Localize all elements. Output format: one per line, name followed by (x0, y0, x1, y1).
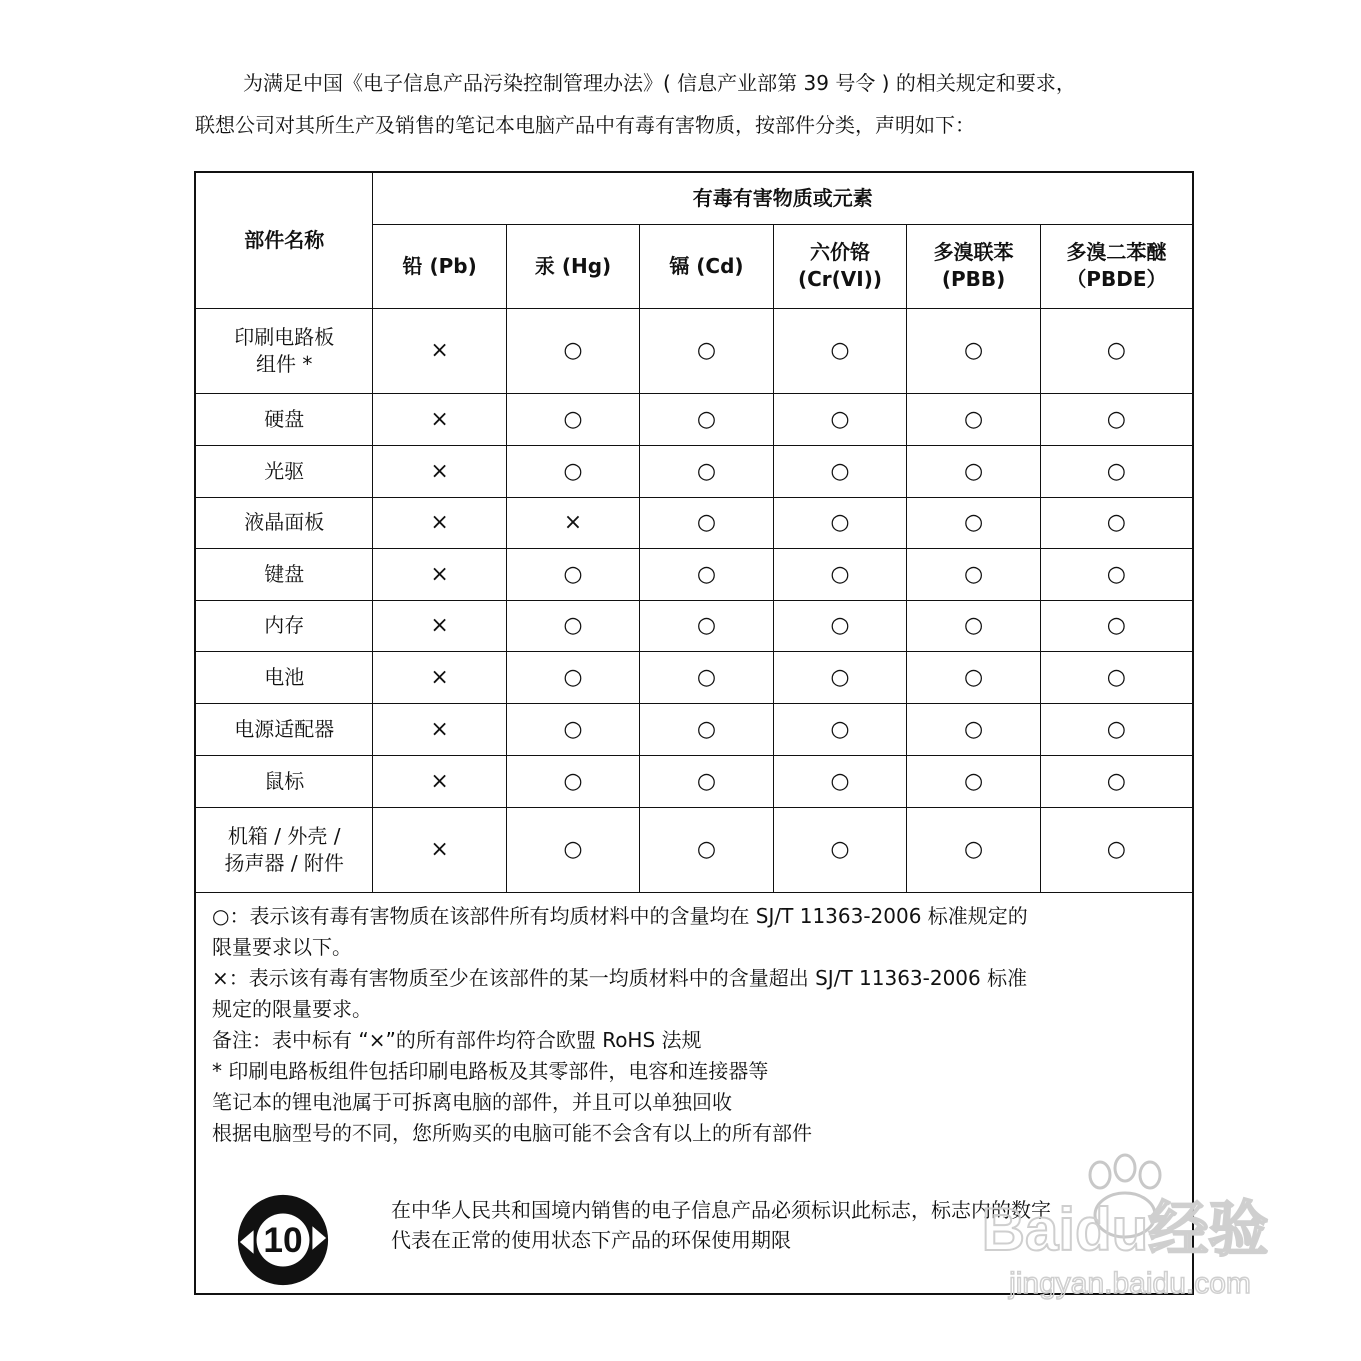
substance-status-cell: ○ (640, 755, 773, 807)
column-header-line-1: 铅 (Pb) (402, 253, 477, 278)
substance-status-cell: ○ (907, 445, 1041, 497)
substance-status-cell: × (373, 497, 506, 548)
part-name-line-1: 鼠标 (264, 768, 305, 793)
part-name-cell (196, 807, 373, 892)
substance-status-cell: ○ (640, 807, 773, 892)
substance-status-cell: × (506, 497, 639, 548)
substance-status-cell: ○ (773, 703, 907, 755)
column-header-line-1: 多溴联苯 (933, 240, 1014, 264)
substance-status-cell: ○ (773, 308, 907, 393)
column-header-line-2: (PBB) (941, 267, 1006, 291)
note-line: 限量要求以下。 (212, 935, 352, 959)
substance-status-cell: ○ (640, 703, 773, 755)
substance-status-cell: ○ (907, 497, 1041, 548)
part-name-line-1: 液晶面板 (244, 510, 325, 534)
column-header-line-1: 镉 (Cd) (669, 253, 744, 278)
part-name-cell (196, 393, 373, 445)
substance-status-cell: ○ (1040, 308, 1192, 393)
note-line: * 印刷电路板组件包括印刷电路板及其零部件，电容和连接器等 (212, 1059, 769, 1083)
substance-column-header (1040, 224, 1192, 308)
substance-status-cell: ○ (907, 393, 1041, 445)
substance-status-cell: ○ (773, 755, 907, 807)
substance-status-cell: ○ (506, 393, 639, 445)
substance-status-cell: ○ (773, 600, 907, 651)
part-name-line-1: 内存 (264, 613, 305, 637)
table-row (196, 393, 1192, 445)
part-name-line-1: 硬盘 (264, 406, 305, 431)
intro-line-1: 为满足中国《电子信息产品污染控制管理办法》( 信息产业部第 39 号令 ) 的相关规定和要求， (243, 71, 1076, 95)
logo-description-line-1: 在中华人民共和国境内销售的电子信息产品必须标识此标志，标志内的数字 (391, 1198, 1051, 1222)
substance-status-cell: ○ (1040, 755, 1192, 807)
substance-status-cell: ○ (640, 548, 773, 600)
substance-status-cell: ○ (640, 308, 773, 393)
substance-status-cell: ○ (1040, 651, 1192, 703)
part-name-cell (196, 703, 373, 755)
substance-status-cell: ○ (773, 807, 907, 892)
note-line: ○：表示该有毒有害物质在该部件所有均质材料中的含量均在 SJ/T 11363-2006 标准规定的 (212, 904, 1028, 928)
watermark-brand: Baidu经验 (981, 1196, 1269, 1263)
part-name-cell (196, 755, 373, 807)
substance-status-cell: × (373, 651, 506, 703)
part-name-line-2: 扬声器 / 附件 (224, 850, 344, 875)
substance-status-cell: ○ (773, 445, 907, 497)
substance-status-cell: × (373, 755, 506, 807)
part-name-line-1: 机箱 / 外壳 / (227, 823, 341, 848)
table-row (196, 807, 1192, 892)
part-name-line-1: 电池 (264, 664, 305, 689)
substance-status-cell: ○ (640, 600, 773, 651)
table-row (196, 497, 1192, 548)
part-name-cell (196, 600, 373, 651)
part-name-cell (196, 445, 373, 497)
logo-description (391, 1195, 1181, 1255)
table-row (196, 600, 1192, 651)
part-name-line-1: 光驱 (264, 458, 305, 483)
watermark-url: jingyan.baidu.com (1009, 1267, 1251, 1300)
substance-status-cell: ○ (1040, 497, 1192, 548)
note-line: 备注：表中标有 “×”的所有部件均符合欧盟 RoHS 法规 (212, 1028, 702, 1052)
substance-column-header (506, 224, 639, 308)
substance-status-cell: × (373, 308, 506, 393)
column-header-line-2: （PBDE） (1066, 267, 1167, 291)
substance-status-cell: ○ (640, 445, 773, 497)
environmental-protection-period-logo (234, 1191, 332, 1289)
substance-status-cell: ○ (1040, 807, 1192, 892)
table-row (196, 651, 1192, 703)
substance-status-cell: ○ (506, 703, 639, 755)
substance-status-cell: ○ (506, 651, 639, 703)
substance-status-cell: × (373, 703, 506, 755)
substance-status-cell: ○ (907, 755, 1041, 807)
substance-status-cell: ○ (640, 651, 773, 703)
substance-status-cell: ○ (907, 703, 1041, 755)
table-row (196, 548, 1192, 600)
part-name-cell (196, 548, 373, 600)
part-name-cell (196, 651, 373, 703)
substance-status-cell: ○ (773, 651, 907, 703)
intro (195, 62, 1205, 146)
declaration-frame (194, 171, 1194, 1295)
substance-column-header (373, 224, 506, 308)
substance-status-cell: × (373, 807, 506, 892)
column-header-line-1: 六价铬 (809, 240, 870, 264)
column-header-line-1: 汞 (Hg) (534, 253, 612, 278)
part-name-line-1: 键盘 (264, 561, 305, 586)
substance-status-cell: ○ (1040, 393, 1192, 445)
part-name-line-1: 电源适配器 (234, 716, 335, 741)
notes (212, 901, 1180, 1149)
table-row (196, 308, 1192, 393)
column-header-line-2: (Cr(VI)) (797, 267, 882, 291)
part-name-line-2: 组件 * (256, 351, 313, 376)
substance-group-header: 有毒有害物质或元素 (373, 173, 1192, 224)
substance-status-cell: ○ (1040, 703, 1192, 755)
substance-status-cell: × (373, 445, 506, 497)
substance-column-header (640, 224, 773, 308)
substance-status-cell: ○ (506, 807, 639, 892)
note-line: 笔记本的锂电池属于可拆离电脑的部件，并且可以单独回收 (212, 1090, 732, 1114)
substance-status-cell: ○ (907, 548, 1041, 600)
substance-status-cell: ○ (907, 651, 1041, 703)
note-line: 规定的限量要求。 (212, 997, 372, 1021)
substance-status-cell: ○ (640, 393, 773, 445)
table-row (196, 703, 1192, 755)
substance-column-header (907, 224, 1041, 308)
substance-status-cell: ○ (907, 807, 1041, 892)
table-row (196, 755, 1192, 807)
substance-status-cell: ○ (1040, 445, 1192, 497)
logo-description-line-2: 代表在正常的使用状态下产品的环保使用期限 (391, 1228, 791, 1252)
substance-status-cell: ○ (907, 308, 1041, 393)
substance-status-cell: × (373, 393, 506, 445)
table-row (196, 445, 1192, 497)
part-name-header: 部件名称 (196, 173, 373, 308)
substance-status-cell: ○ (506, 308, 639, 393)
note-line: ×：表示该有毒有害物质至少在该部件的某一均质材料中的含量超出 SJ/T 11363-2006 标准 (212, 966, 1028, 990)
intro-line-2: 联想公司对其所生产及销售的笔记本电脑产品中有毒有害物质，按部件分类，声明如下： (195, 113, 975, 137)
substance-status-cell: ○ (640, 497, 773, 548)
logo-number: 10 (263, 1220, 303, 1260)
substance-status-cell: ○ (773, 393, 907, 445)
substance-status-cell: ○ (506, 548, 639, 600)
part-name-cell (196, 308, 373, 393)
part-name-line-1: 印刷电路板 (234, 324, 335, 349)
substance-column-header (773, 224, 907, 308)
substance-status-cell: ○ (773, 497, 907, 548)
substance-status-cell: ○ (1040, 600, 1192, 651)
substance-status-cell: × (373, 600, 506, 651)
substance-status-cell: ○ (506, 600, 639, 651)
hazardous-substance-table (196, 173, 1192, 893)
substance-status-cell: ○ (1040, 548, 1192, 600)
substance-status-cell: ○ (907, 600, 1041, 651)
substance-status-cell: × (373, 548, 506, 600)
part-name-cell (196, 497, 373, 548)
substance-status-cell: ○ (506, 445, 639, 497)
note-line: 根据电脑型号的不同，您所购买的电脑可能不会含有以上的所有部件 (212, 1121, 812, 1145)
substance-status-cell: ○ (506, 755, 639, 807)
substance-status-cell: ○ (773, 548, 907, 600)
column-header-line-1: 多溴二苯醚 (1066, 240, 1167, 264)
